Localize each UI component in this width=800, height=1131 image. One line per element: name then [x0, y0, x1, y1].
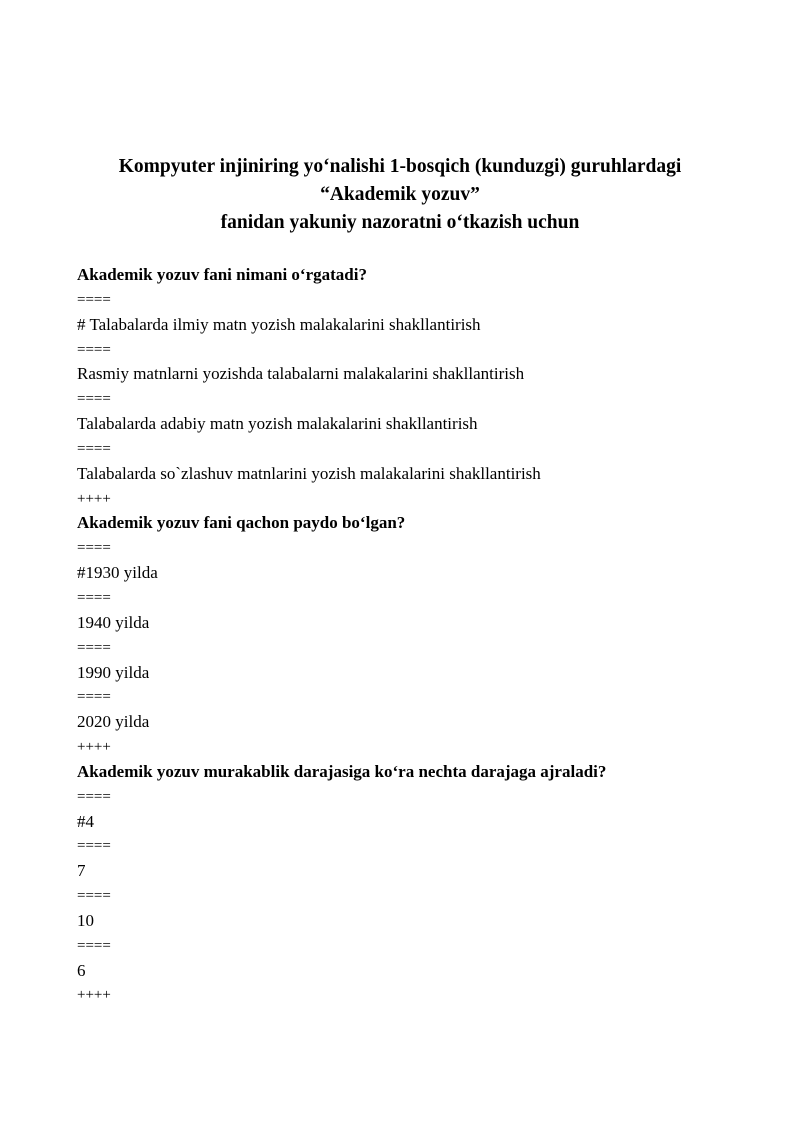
answer-option: 6: [77, 960, 86, 980]
answer-separator: ====: [77, 888, 111, 905]
answer-separator: ====: [77, 589, 111, 606]
answer-separator: ====: [77, 391, 111, 408]
answer-option: #1930 yilda: [77, 563, 158, 583]
answer-separator: ====: [77, 341, 111, 358]
question-list: [77, 263, 767, 1008]
question-end-marker: ++++: [77, 490, 111, 507]
answer-separator: ====: [77, 440, 111, 457]
answer-separator: ====: [77, 689, 111, 706]
title-line-3: fanidan yakuniy nazoratni o‘tkazish uchun: [220, 212, 580, 233]
answer-option: Talabalarda adabiy matn yozish malakalarini shakllantirish: [77, 414, 478, 434]
question-end-marker: ++++: [77, 739, 111, 756]
document-title: [0, 153, 800, 237]
answer-separator: ====: [77, 937, 111, 954]
answer-separator: ====: [77, 639, 111, 656]
question-text: Akademik yozuv fani qachon paydo bo‘lgan?: [77, 513, 406, 533]
answer-option: #4: [77, 811, 94, 831]
question-text: Akademik yozuv fani nimani o‘rgatadi?: [77, 265, 367, 284]
answer-separator: ====: [77, 291, 111, 308]
question-end-marker: ++++: [77, 987, 111, 1004]
answer-option: Rasmiy matnlarni yozishda talabalarni malakalarini shakllantirish: [77, 364, 525, 384]
answer-separator: ====: [77, 788, 111, 805]
answer-option: 1990 yilda: [77, 662, 150, 682]
answer-option: 10: [77, 910, 94, 930]
answer-option: 2020 yilda: [77, 712, 150, 732]
answer-separator: ====: [77, 838, 111, 855]
title-line-1: Kompyuter injiniring yo‘nalishi 1-bosqich (kunduzgi) guruhlardagi: [118, 156, 682, 177]
answer-option: Talabalarda so`zlashuv matnlarini yozish malakalarini shakllantirish: [77, 463, 541, 483]
question-text: Akademik yozuv murakablik darajasiga ko‘ra nechta darajaga ajraladi?: [77, 761, 607, 781]
answer-option: 1940 yilda: [77, 612, 150, 632]
title-line-2: “Akademik yozuv”: [320, 184, 480, 205]
answer-option: # Talabalarda ilmiy matn yozish malakalarini shakllantirish: [77, 314, 481, 334]
answer-option: 7: [77, 861, 86, 881]
answer-separator: ====: [77, 540, 111, 557]
